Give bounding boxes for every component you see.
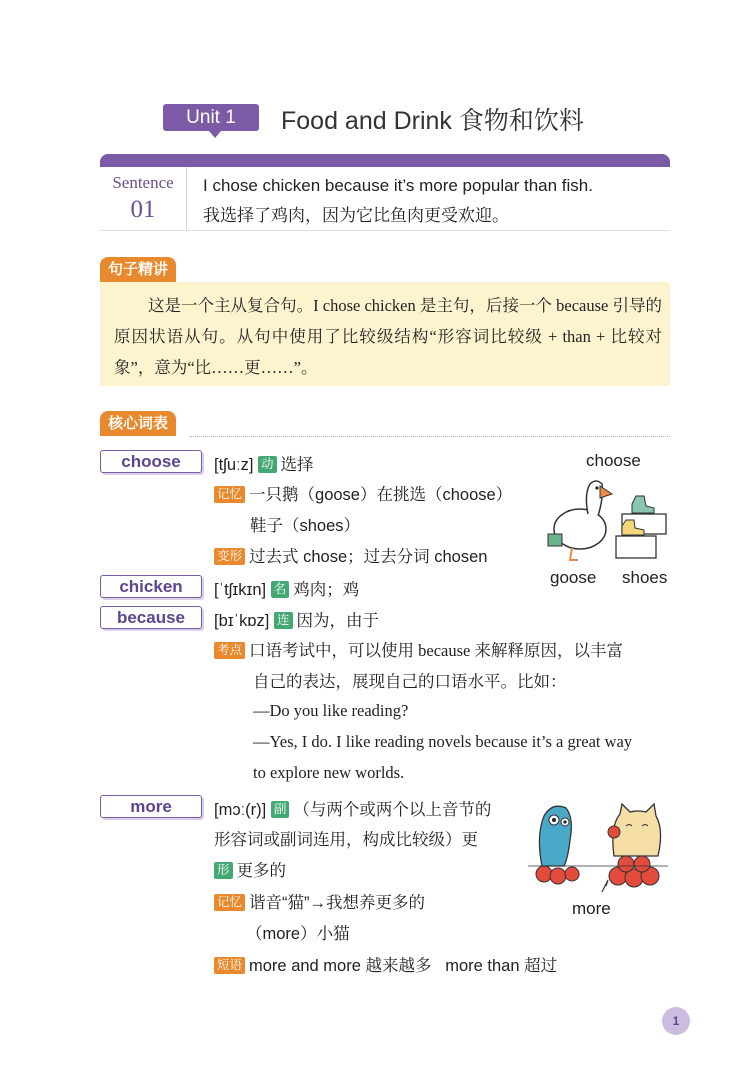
illustration-shoes-label: shoes <box>622 568 668 587</box>
choose-memory <box>214 481 512 505</box>
more-phrase-1: more and more 越来越多 <box>249 957 432 975</box>
word-chicken: chicken <box>100 575 202 598</box>
illustration-more-label: more <box>572 899 611 918</box>
sentence-english: I chose chicken because it’s more popular than fish. <box>203 176 593 195</box>
choose-memory-line1: 一只鹅（goose）在挑选（choose） <box>249 486 513 504</box>
explanation-heading: 句子精讲 <box>100 257 176 282</box>
phrase-tag: 短语 <box>214 957 245 974</box>
choose-meaning: 选择 <box>280 456 314 474</box>
sentence-number: 01 <box>130 196 156 223</box>
pos-tag: 形 <box>214 862 233 879</box>
because-example-2: —Yes, I do. I like reading novels because it’s a great way <box>253 732 633 751</box>
pos-tag: 连 <box>274 612 293 629</box>
goose-shoes-illustration <box>540 474 675 569</box>
because-phonetic: [bɪˈkɒz] <box>214 612 270 630</box>
word-because: because <box>100 606 202 629</box>
choose-forms <box>214 543 487 567</box>
memory-tag: 记忆 <box>214 894 245 911</box>
more-phrases <box>214 952 557 976</box>
because-definition <box>214 607 379 631</box>
because-example-1: —Do you like reading? <box>253 701 409 720</box>
choose-phonetic: [tʃuːz] <box>214 456 254 474</box>
sentence-label: Sentence <box>112 173 174 192</box>
more-phrase-2: more than 超过 <box>445 957 558 975</box>
more-definition <box>214 796 491 820</box>
illustration-choose-label: choose <box>586 451 641 470</box>
chicken-phonetic: [ˈtʃɪkɪn] <box>214 581 267 599</box>
word-choose: choose <box>100 450 202 473</box>
because-meaning: 因为，由于 <box>296 612 379 630</box>
explanation-text: 这是一个主从复合句。I chose chicken 是主句，后接一个 because 引导的原因状语从句。从句中使用了比较级结构“形容词比较级 + than + 比较对象”，意为“比……更……”。 <box>114 296 662 377</box>
choose-definition <box>214 451 314 475</box>
forms-tag: 变形 <box>214 548 245 565</box>
chicken-definition <box>214 576 359 600</box>
cat-apples-illustration <box>522 796 672 892</box>
pos-tag: 名 <box>271 581 290 598</box>
more-meaning-line1: （与两个或两个以上音节的 <box>293 801 492 819</box>
choose-memory-line2: 鞋子（shoes） <box>250 517 361 535</box>
because-exam-line1: 口语考试中，可以使用 because 来解释原因，以丰富 <box>249 641 623 660</box>
more-phonetic: [mɔː(r)] <box>214 801 267 819</box>
pos-tag: 动 <box>258 456 277 473</box>
unit-title: Food and Drink 食物和饮料 <box>281 107 584 135</box>
sentence-chinese: 我选择了鸡肉，因为它比鱼肉更受欢迎。 <box>203 206 509 225</box>
more-adj-definition <box>214 857 286 881</box>
pos-tag: 副 <box>271 801 290 818</box>
unit-badge: Unit 1 <box>163 104 259 131</box>
page-number: 1 <box>662 1007 690 1035</box>
choose-forms-text: 过去式 chose；过去分词 chosen <box>249 548 488 566</box>
because-example-3: to explore new worlds. <box>253 763 405 782</box>
vocab-divider <box>190 436 670 437</box>
word-more: more <box>100 795 202 818</box>
illustration-goose-label: goose <box>550 568 597 587</box>
more-memory-line2: （more）小猫 <box>246 925 350 943</box>
chicken-meaning: 鸡肉；鸡 <box>293 581 360 599</box>
sentence-top-bar <box>100 154 670 167</box>
more-meaning-line3: 更多的 <box>236 862 287 880</box>
because-exam-point <box>214 637 623 661</box>
exam-tag: 考点 <box>214 642 245 659</box>
because-exam-line2: 自己的表达，展现自己的口语水平。比如： <box>253 672 567 691</box>
more-memory-line1: 谐音“猫”→我想养更多的 <box>249 894 426 912</box>
memory-tag: 记忆 <box>214 486 245 503</box>
more-memory <box>214 889 425 913</box>
more-meaning-line2: 形容词或副词连用，构成比较级）更 <box>214 831 478 849</box>
vocab-heading: 核心词表 <box>100 411 176 436</box>
